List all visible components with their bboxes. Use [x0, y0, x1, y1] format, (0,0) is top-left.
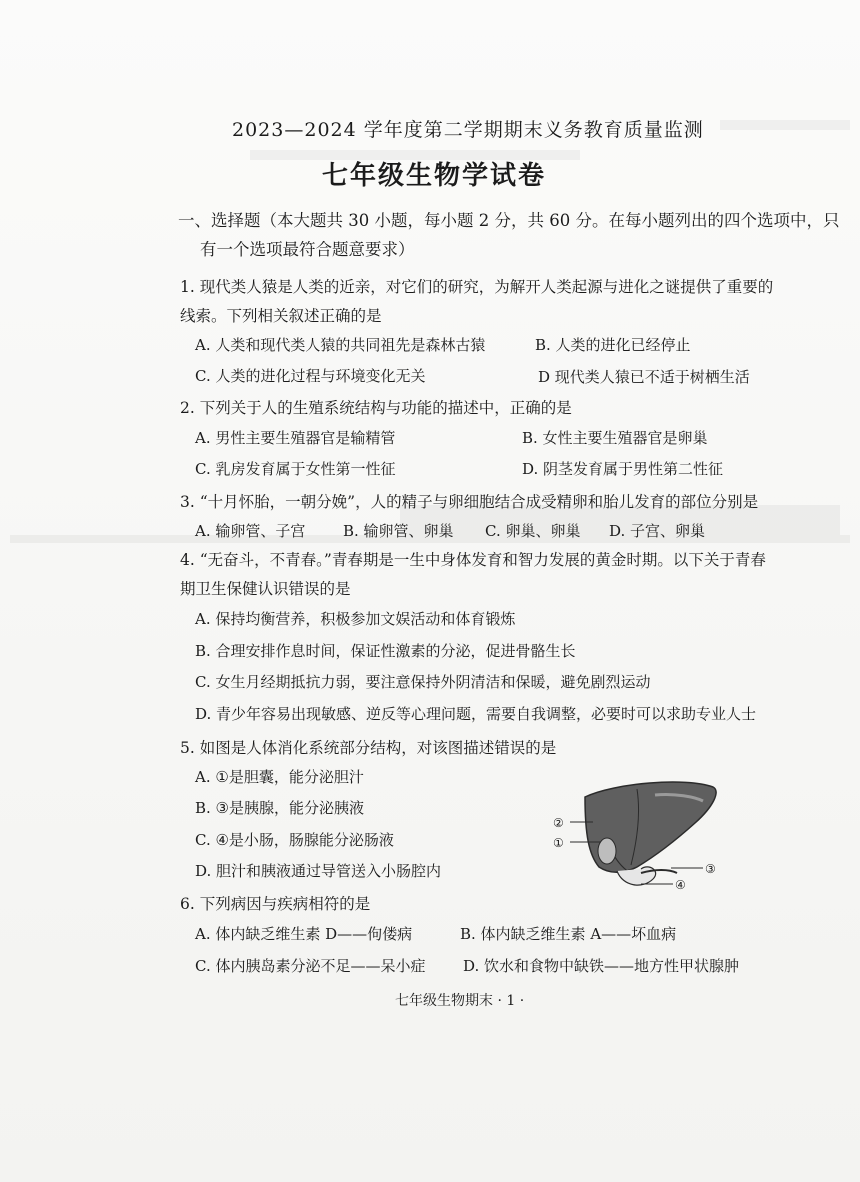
question-2-option-d: D. 阴茎发育属于男性第二性征 [522, 460, 724, 478]
question-4-stem-cont: 期卫生保健认识错误的是 [180, 580, 351, 598]
question-1-option-c: C. 人类的进化过程与环境变化无关 [195, 367, 426, 385]
question-3-stem: 3. “十月怀胎，一朝分娩”，人的精子与卵细胞结合成受精卵和胎儿发育的部位分别是 [180, 493, 759, 511]
question-5-option-a: A. ①是胆囊，能分泌胆汁 [195, 768, 364, 786]
bleed-through-shadow [720, 120, 850, 130]
page-footer: 七年级生物期末 · 1 · [395, 993, 525, 1009]
section-heading-line2: 有一个选项最符合题意要求） [200, 240, 415, 259]
question-1-stem-cont: 线索。下列相关叙述正确的是 [180, 307, 382, 325]
question-4-stem: 4. “无奋斗，不青春。”青春期是一生中身体发育和智力发展的黄金时期。以下关于青春 [180, 551, 766, 569]
question-5-option-b: B. ③是胰腺，能分泌胰液 [195, 799, 365, 817]
question-4-option-a: A. 保持均衡营养，积极参加文娱活动和体育锻炼 [195, 610, 516, 628]
figure-label-2: ② [553, 816, 564, 830]
question-2-option-a: A. 男性主要生殖器官是输精管 [195, 429, 396, 447]
question-5-option-d: D. 胆汁和胰液通过导管送入小肠腔内 [195, 862, 442, 880]
question-5-option-c: C. ④是小肠，肠腺能分泌肠液 [195, 831, 394, 849]
question-1-option-a: A. 人类和现代类人猿的共同祖先是森林古猿 [195, 336, 486, 354]
question-6-option-c: C. 体内胰岛素分泌不足——呆小症 [195, 957, 426, 975]
question-3-option-c: C. 卵巢、卵巢 [485, 522, 581, 540]
question-4-option-b: B. 合理安排作息时间，保证性激素的分泌，促进骨骼生长 [195, 642, 576, 660]
question-3-option-a: A. 输卵管、子宫 [195, 522, 306, 540]
question-1-option-d: D 现代类人猿已不适于树栖生活 [538, 368, 750, 386]
figure-label-3: ③ [705, 862, 716, 876]
exam-title-line2: 七年级生物学试卷 [322, 161, 547, 191]
question-6-option-b: B. 体内缺乏维生素 A——坏血病 [460, 925, 677, 943]
question-3-option-d: D. 子宫、卵巢 [609, 522, 706, 540]
digestive-system-diagram [545, 775, 735, 895]
exam-title-line1: 2023—2024 学年度第二学期期末义务教育质量监测 [232, 119, 704, 141]
question-4-option-d: D. 青少年容易出现敏感、逆反等心理问题，需要自我调整，必要时可以求助专业人士 [195, 705, 757, 723]
question-3-option-b: B. 输卵管、卵巢 [343, 522, 454, 540]
section-heading-line1: 一、选择题（本大题共 30 小题，每小题 2 分，共 60 分。在每小题列出的四个选项中，只 [178, 211, 840, 230]
question-6-option-a: A. 体内缺乏维生素 D——佝偻病 [195, 925, 413, 943]
question-1-stem: 1. 现代类人猿是人类的近亲，对它们的研究，为解开人类起源与进化之谜提供了重要的 [180, 278, 774, 296]
question-4-option-c: C. 女生月经期抵抗力弱，要注意保持外阴清洁和保暖，避免剧烈运动 [195, 673, 651, 691]
question-2-option-c: C. 乳房发育属于女性第一性征 [195, 460, 396, 478]
question-2-stem: 2. 下列关于人的生殖系统结构与功能的描述中，正确的是 [180, 399, 572, 417]
question-1-option-b: B. 人类的进化已经停止 [535, 336, 691, 354]
figure-label-1: ① [553, 836, 564, 850]
figure-label-4: ④ [675, 878, 686, 892]
question-6-stem: 6. 下列病因与疾病相符的是 [180, 895, 371, 913]
question-2-option-b: B. 女性主要生殖器官是卵巢 [522, 429, 708, 447]
question-5-stem: 5. 如图是人体消化系统部分结构，对该图描述错误的是 [180, 739, 557, 757]
question-6-option-d: D. 饮水和食物中缺铁——地方性甲状腺肿 [463, 957, 740, 975]
